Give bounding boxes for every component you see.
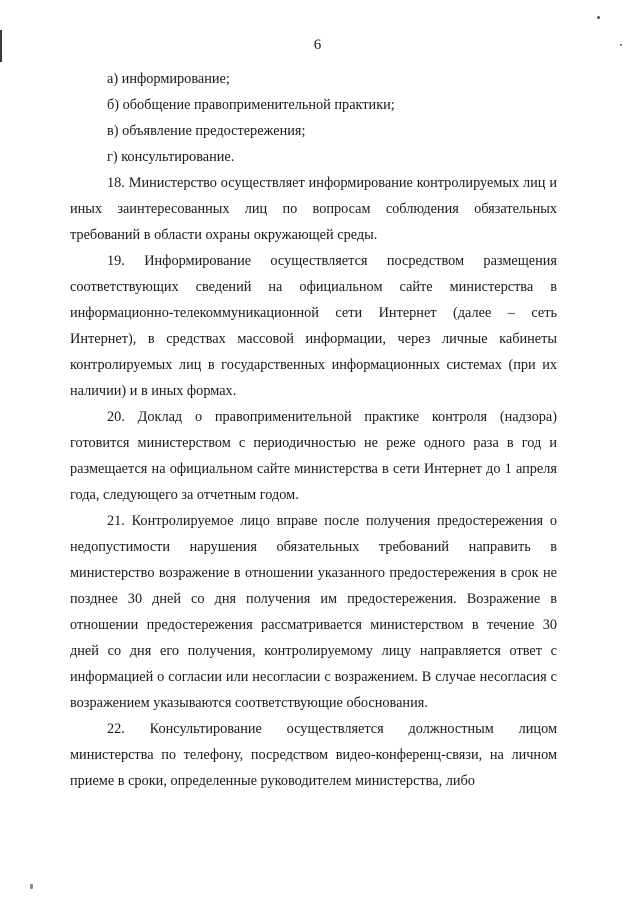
list-item: в) объявление предостережения; — [107, 123, 306, 139]
list-item: б) обобщение правоприменительной практики; — [107, 97, 395, 113]
document-body — [70, 66, 557, 794]
paragraph-20: 20. Доклад о правоприменительной практике контроля (надзора) готовится министерством с периодичностью не реже одного раза в год и размещается на официальном сайте министерства в сети Интернет до 1 апреля года, следующего за отчетным годом. — [70, 409, 557, 503]
scan-speck — [30, 884, 33, 889]
list-item: а) информирование; — [107, 71, 230, 87]
paragraph-22: 22. Консультирование осуществляется должностным лицом министерства по телефону, посредством видео-конференц-связи, на личном приеме в сроки, определенные руководителем министерства, либо — [70, 721, 557, 789]
paragraph-18: 18. Министерство осуществляет информирование контролируемых лиц и иных заинтересованных лиц по вопросам соблюдения обязательных требований в области охраны окружающей среды. — [70, 175, 557, 243]
page-number: 6 — [313, 37, 322, 53]
paragraph-19: 19. Информирование осуществляется посредством размещения соответствующих сведений на официальном сайте министерства в информационно-телекоммуникационной сети Интернет (далее – сеть Интернет), в средствах массовой информации, через личные кабинеты контролируемых лиц в государственных информационных системах (при их наличии) и в иных формах. — [70, 253, 557, 399]
list-item: г) консультирование. — [107, 149, 235, 165]
scan-speck — [597, 16, 600, 19]
paragraph-21: 21. Контролируемое лицо вправе после получения предостережения о недопустимости нарушения обязательных требований направить в министерство возражение в отношении указанного предостережения в срок не позднее 30 дней со дня получения им предостережения. Возражение в отношении предостережения рассматривается министерством в течение 30 дней со дня его получения, контролируемому лицу направляется ответ с информацией о согласии или несогласии с возражением. В случае несогласия с возражением указываются соответствующие обоснования. — [70, 513, 557, 711]
